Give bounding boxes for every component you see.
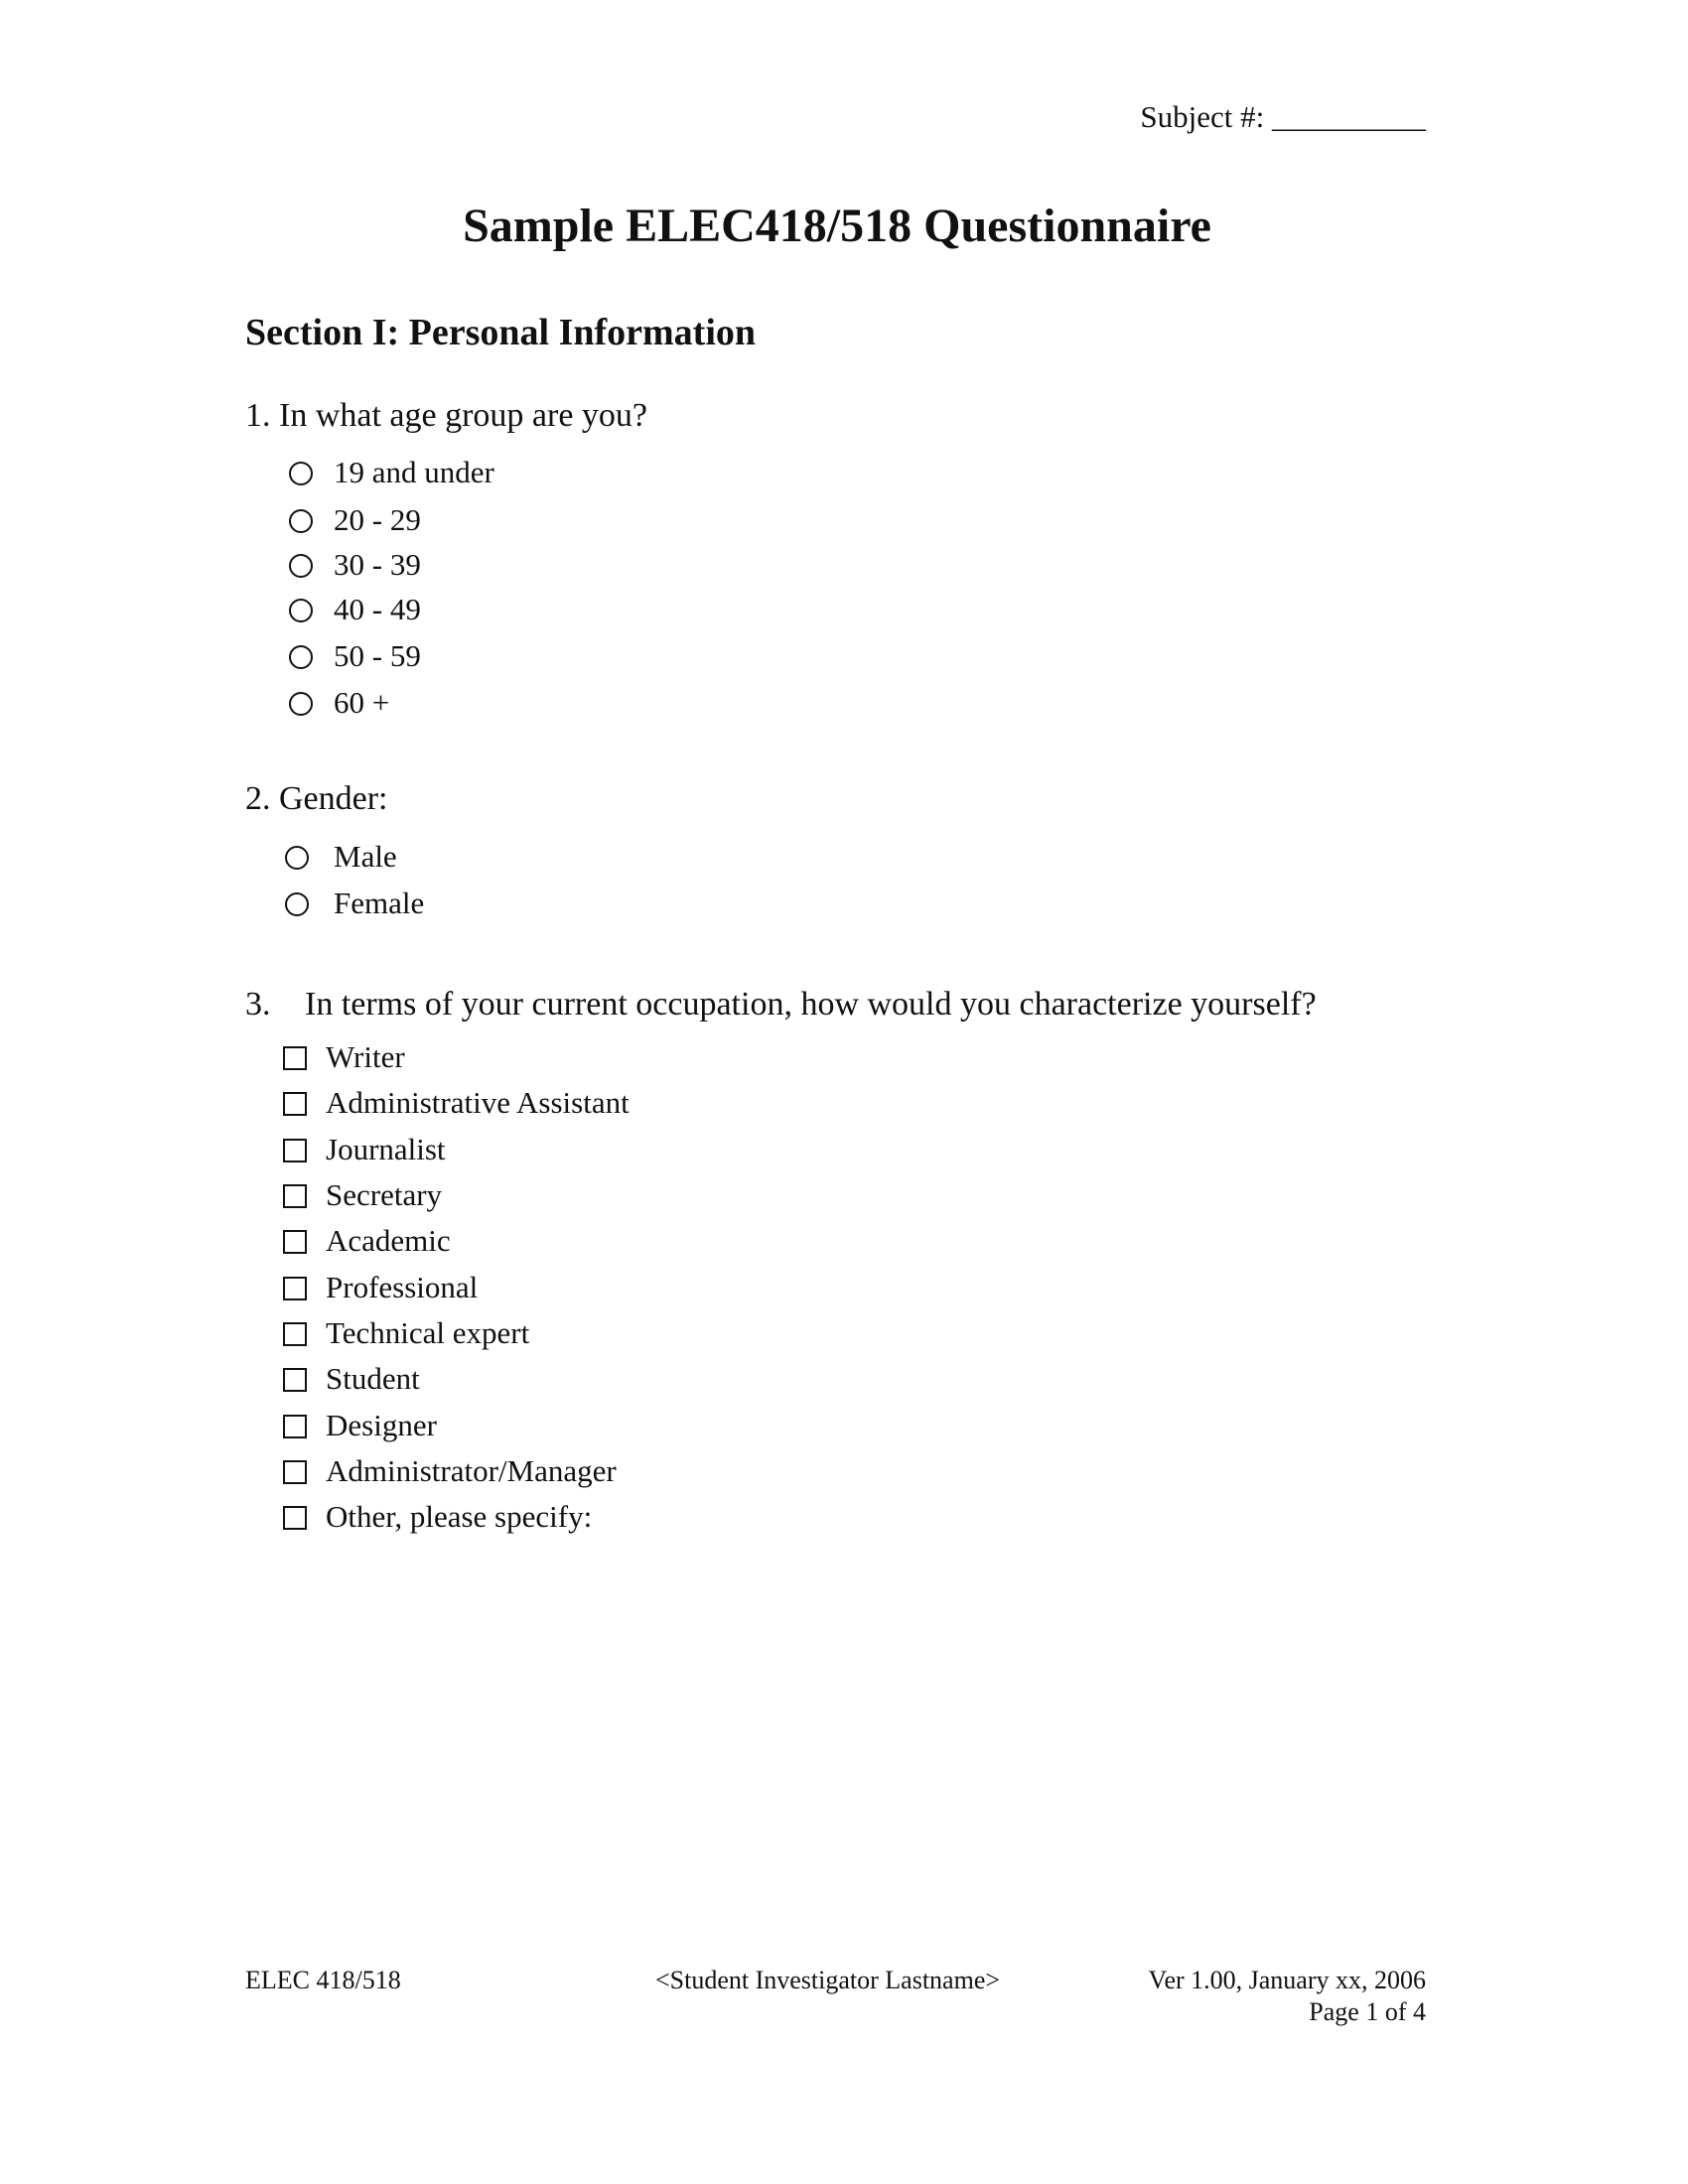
question-number: 2. [245,780,271,817]
option-label: 19 and under [334,455,494,489]
option-label: Student [326,1361,420,1396]
option-label: Other, please specify: [326,1499,593,1534]
footer-page-number: Page 1 of 4 [1309,1997,1426,2026]
section-heading: Section I: Personal Information [245,312,757,353]
radio-button[interactable] [289,645,313,669]
question-number: 3. [245,986,271,1023]
radio-button[interactable] [289,599,313,622]
option-label: Male [334,839,397,874]
option-label: Professional [326,1270,479,1304]
checkbox[interactable] [283,1460,307,1484]
option-label: Technical expert [326,1315,530,1350]
option-label: Administrative Assistant [326,1085,630,1120]
question-text: In what age group are you? [279,397,648,434]
radio-button[interactable] [289,692,313,716]
checkbox[interactable] [283,1139,307,1162]
checkbox[interactable] [283,1368,307,1392]
option-label: 40 - 49 [334,592,421,626]
question-1 [245,399,647,433]
radio-button[interactable] [289,462,313,485]
question-text: In terms of your current occupation, how would you characterize yourself? [305,986,1317,1023]
question-2 [245,782,388,816]
radio-button[interactable] [285,892,309,916]
subject-number-field[interactable]: Subject #: __________ [1140,99,1426,134]
checkbox[interactable] [283,1046,307,1070]
question-text: Gender: [279,780,388,817]
checkbox[interactable] [283,1184,307,1208]
radio-button[interactable] [289,554,313,578]
checkbox[interactable] [283,1322,307,1346]
option-label: Writer [326,1039,405,1074]
footer-version: Ver 1.00, January xx, 2006 [1148,1966,1426,1994]
option-label: 50 - 59 [334,638,421,673]
checkbox[interactable] [283,1230,307,1254]
checkbox[interactable] [283,1506,307,1530]
option-label: Female [334,886,425,920]
option-label: 60 + [334,685,390,720]
checkbox[interactable] [283,1277,307,1300]
question-3 [245,988,271,1022]
option-label: Academic [326,1223,451,1258]
option-label: Secretary [326,1177,443,1212]
radio-button[interactable] [289,509,313,533]
radio-button[interactable] [285,846,309,870]
option-label: 30 - 39 [334,547,421,582]
page-title: Sample ELEC418/518 Questionnaire [463,200,1211,252]
option-label: 20 - 29 [334,502,421,537]
checkbox[interactable] [283,1415,307,1438]
footer-investigator: <Student Investigator Lastname> [655,1966,1001,1994]
option-label: Journalist [326,1132,446,1166]
footer-course: ELEC 418/518 [245,1966,401,1994]
question-number: 1. [245,397,271,434]
checkbox[interactable] [283,1092,307,1116]
option-label: Designer [326,1408,437,1442]
option-label: Administrator/Manager [326,1453,617,1488]
